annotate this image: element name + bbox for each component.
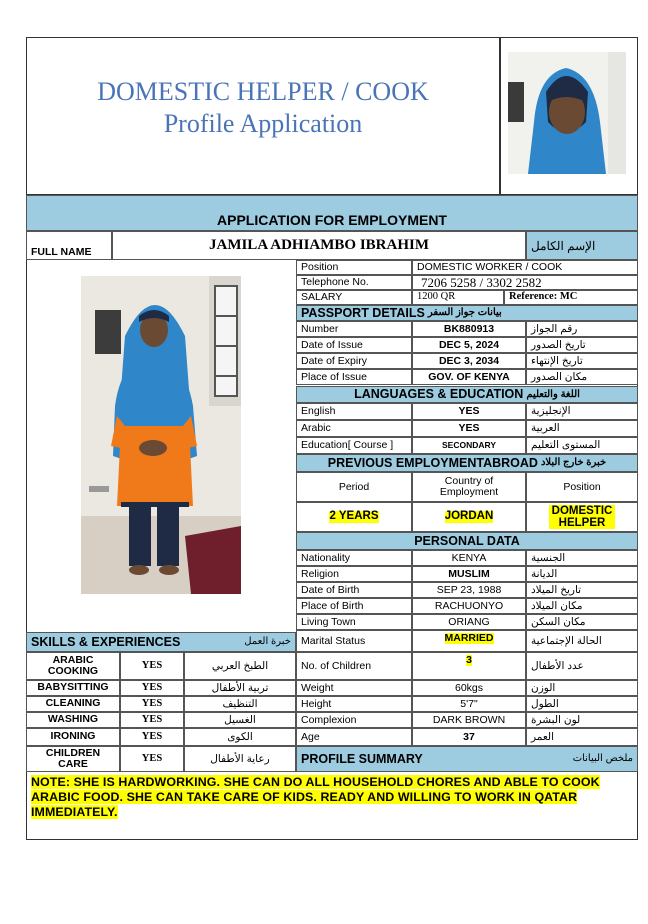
language-row-value: YES [412, 403, 526, 420]
title-line-1: DOMESTIC HELPER / COOK [97, 77, 429, 106]
personal-row-label: Religion [296, 566, 412, 582]
personal-row-value: MUSLIM [412, 566, 526, 582]
passport-row-label-ar: تاريخ الإنتهاء [526, 353, 638, 369]
salary-label: SALARY [296, 290, 412, 305]
passport-row-label: Number [296, 321, 412, 337]
personal-row-value: RACHUONYO [412, 598, 526, 614]
personal-row-value: 37 [412, 728, 526, 746]
prev-col-position: Position [526, 472, 638, 502]
section-profile-summary: PROFILE SUMMARY ملخص البيانات [296, 746, 638, 772]
position-label: Position [296, 260, 412, 275]
personal-row-label-ar: الحالة الإجتماعية [526, 630, 638, 652]
skill-row-value: YES [120, 652, 184, 680]
skill-row-label: ARABIC COOKING [26, 652, 120, 680]
language-row-label-ar: العربية [526, 420, 638, 437]
skill-row-label: WASHING [26, 712, 120, 728]
section-skills: SKILLS & EXPERIENCES خبرة العمل [26, 632, 296, 652]
section-previous-employment: PREVIOUS EMPLOYMENTABROAD خبرة خارج البلاد [296, 454, 638, 472]
skill-row-label: BABYSITTING [26, 680, 120, 696]
prev-country-value: JORDAN [412, 502, 526, 532]
passport-row-value: DEC 3, 2034 [412, 353, 526, 369]
full-name-value: JAMILA ADHIAMBO IBRAHIM [112, 231, 526, 260]
full-body-photo [81, 276, 241, 594]
personal-row-label: Marital Status [296, 630, 412, 652]
personal-row-label: Weight [296, 680, 412, 696]
skill-row-value: YES [120, 746, 184, 772]
personal-row-label-ar: الطول [526, 696, 638, 712]
language-row-label: Education[ Course ] [296, 437, 412, 454]
personal-row-value: DARK BROWN [412, 712, 526, 728]
passport-row-label-ar: مكان الصدور [526, 369, 638, 385]
skill-row-value: YES [120, 728, 184, 746]
passport-row-value: GOV. OF KENYA [412, 369, 526, 385]
language-row-label: English [296, 403, 412, 420]
reference: Reference: MC [504, 290, 638, 305]
section-languages: LANGUAGES & EDUCATION اللغة والتعليم [296, 386, 638, 403]
personal-row-label-ar: مكان الميلاد [526, 598, 638, 614]
section-passport: PASSPORT DETAILS بيانات جواز السفر [296, 305, 638, 321]
telephone-value: 7206 5258 / 3302 2582 [412, 275, 638, 290]
personal-row-label: Place of Birth [296, 598, 412, 614]
personal-row-label-ar: الجنسية [526, 550, 638, 566]
personal-row-label: Complexion [296, 712, 412, 728]
personal-row-value: 5'7" [412, 696, 526, 712]
section-personal-data: PERSONAL DATA [296, 532, 638, 550]
title-line-2: Profile Application [163, 109, 363, 138]
skill-row-label: CLEANING [26, 696, 120, 712]
skill-row-label-ar: الغسيل [184, 712, 296, 728]
skill-row-label: IRONING [26, 728, 120, 746]
telephone-label: Telephone No. [296, 275, 412, 290]
language-row-label-ar: المستوى التعليم [526, 437, 638, 454]
passport-row-label-ar: رقم الجواز [526, 321, 638, 337]
personal-row-value: ORIANG [412, 614, 526, 630]
personal-row-label: Living Town [296, 614, 412, 630]
headshot-photo [508, 52, 626, 174]
profile-note: NOTE: SHE IS HARDWORKING. SHE CAN DO ALL HOUSEHOLD CHORES AND ABLE TO COOK ARABIC FOOD. SHE CAN TAKE CARE OF KIDS. READY AND WILLING TO WORK IN QATAR IMMEDIATELY. [31, 775, 600, 819]
personal-row-value: MARRIED [412, 630, 526, 652]
salary-value: 1200 QR [412, 290, 504, 305]
personal-row-label-ar: تاريخ الميلاد [526, 582, 638, 598]
passport-row-value: BK880913 [412, 321, 526, 337]
skill-row-value: YES [120, 712, 184, 728]
personal-row-label-ar: عدد الأطفال [526, 652, 638, 680]
skill-row-label: CHILDREN CARE [26, 746, 120, 772]
position-value: DOMESTIC WORKER / COOK [412, 260, 638, 275]
personal-row-value: SEP 23, 1988 [412, 582, 526, 598]
language-row-label: Arabic [296, 420, 412, 437]
prev-col-period: Period [296, 472, 412, 502]
skill-row-value: YES [120, 680, 184, 696]
personal-row-label-ar: لون البشرة [526, 712, 638, 728]
personal-row-label-ar: مكان السكن [526, 614, 638, 630]
language-row-value: SECONDARY [412, 437, 526, 454]
skill-row-label-ar: تربية الأطفال [184, 680, 296, 696]
prev-position-value: DOMESTIC HELPER [526, 502, 638, 532]
skill-row-label-ar: الكوى [184, 728, 296, 746]
passport-row-label: Place of Issue [296, 369, 412, 385]
personal-row-value: KENYA [412, 550, 526, 566]
language-row-label-ar: الإنجليزية [526, 403, 638, 420]
personal-row-label: Date of Birth [296, 582, 412, 598]
section-application-label: APPLICATION FOR EMPLOYMENT [217, 212, 447, 228]
passport-row-label: Date of Issue [296, 337, 412, 353]
prev-period-value: 2 YEARS [296, 502, 412, 532]
language-row-value: YES [412, 420, 526, 437]
passport-row-label: Date of Expiry [296, 353, 412, 369]
personal-row-label: No. of Children [296, 652, 412, 680]
personal-row-label-ar: العمر [526, 728, 638, 746]
skill-row-label-ar: الطبخ العربي [184, 652, 296, 680]
full-name-label: FULL NAME [26, 231, 112, 260]
personal-row-label-ar: الوزن [526, 680, 638, 696]
personal-row-value: 60kgs [412, 680, 526, 696]
personal-row-label: Nationality [296, 550, 412, 566]
skill-row-label-ar: رعاية الأطفال [184, 746, 296, 772]
page-title [26, 76, 500, 140]
skill-row-value: YES [120, 696, 184, 712]
personal-row-label: Height [296, 696, 412, 712]
personal-row-value: 3 [412, 652, 526, 680]
prev-col-country: Country of Employment [412, 472, 526, 502]
full-name-label-ar: الإسم الكامل [526, 231, 638, 260]
personal-row-label: Age [296, 728, 412, 746]
skill-row-label-ar: التنظيف [184, 696, 296, 712]
personal-row-label-ar: الديانة [526, 566, 638, 582]
passport-row-value: DEC 5, 2024 [412, 337, 526, 353]
section-application [26, 195, 638, 231]
passport-row-label-ar: تاريخ الصدور [526, 337, 638, 353]
